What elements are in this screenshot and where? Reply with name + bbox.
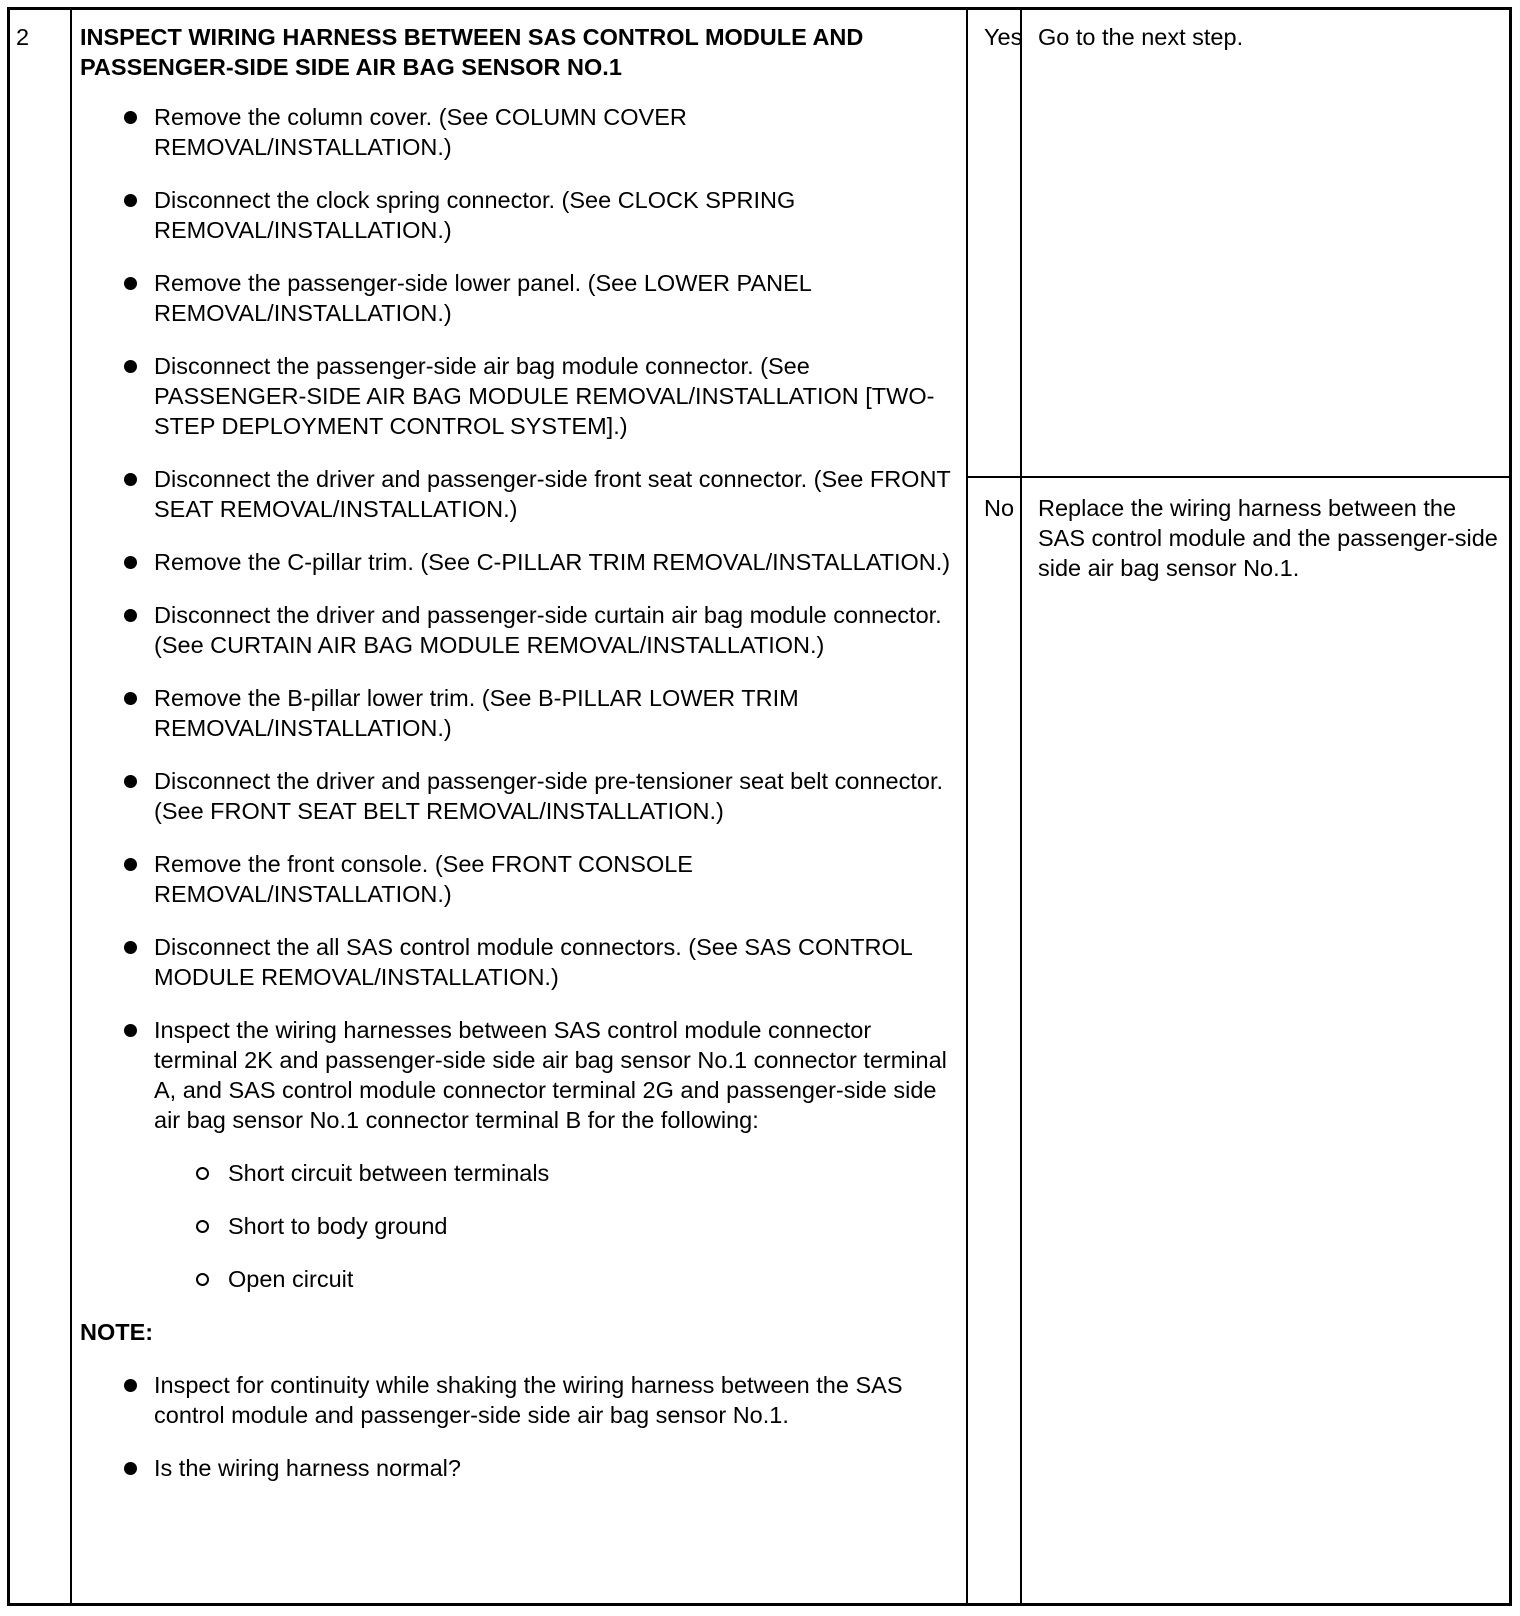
procedure-list <box>80 102 960 1294</box>
bullet-icon <box>124 692 137 705</box>
procedure-item: Disconnect the all SAS control module connectors. (See SAS CONTROL MODULE REMOVAL/INSTALLATION.) <box>80 932 960 992</box>
column-divider <box>70 10 72 1603</box>
procedure-item: Disconnect the clock spring connector. (See CLOCK SPRING REMOVAL/INSTALLATION.) <box>80 185 960 245</box>
bullet-icon <box>124 775 137 788</box>
procedure-item: Disconnect the passenger-side air bag module connector. (See PASSENGER-SIDE AIR BAG MODULE REMOVAL/INSTALLATION [TWO-STEP DEPLOYMENT CONTROL SYSTEM].) <box>80 351 960 441</box>
yes-action: Go to the next step. <box>1038 24 1244 50</box>
procedure-item: Disconnect the driver and passenger-side curtain air bag module connector. (See CURTAIN AIR BAG MODULE REMOVAL/INSTALLATION.) <box>80 600 960 660</box>
bullet-icon <box>124 556 137 569</box>
inspection-conditions <box>154 1158 960 1294</box>
procedure-item: Remove the B-pillar lower trim. (See B-PILLAR LOWER TRIM REMOVAL/INSTALLATION.) <box>80 683 960 743</box>
circle-bullet-icon <box>196 1273 209 1286</box>
bullet-icon <box>124 609 137 622</box>
note-item: Is the wiring harness normal? <box>80 1453 960 1483</box>
procedure-item: Remove the column cover. (See COLUMN COVER REMOVAL/INSTALLATION.) <box>80 102 960 162</box>
row-divider <box>966 476 1509 478</box>
procedure-item: Disconnect the driver and passenger-side front seat connector. (See FRONT SEAT REMOVAL/INSTALLATION.) <box>80 464 960 524</box>
bullet-icon <box>124 941 137 954</box>
step-procedure <box>80 22 960 1506</box>
note-label: NOTE: <box>80 1319 154 1345</box>
condition-item: Short circuit between terminals <box>154 1158 960 1188</box>
bullet-icon <box>124 858 137 871</box>
bullet-icon <box>124 1379 137 1392</box>
note-list <box>80 1370 960 1483</box>
yes-label: Yes <box>984 24 1023 50</box>
no-label: No <box>984 495 1015 521</box>
bullet-icon <box>124 277 137 290</box>
column-divider <box>966 10 968 1603</box>
bullet-icon <box>124 1462 137 1475</box>
procedure-item: Remove the front console. (See FRONT CONSOLE REMOVAL/INSTALLATION.) <box>80 849 960 909</box>
no-action: Replace the wiring harness between the SAS control module and the passenger-side side air bag sensor No.1. <box>1038 495 1498 581</box>
procedure-item: Disconnect the driver and passenger-side pre-tensioner seat belt connector. (See FRONT SEAT BELT REMOVAL/INSTALLATION.) <box>80 766 960 826</box>
bullet-icon <box>124 360 137 373</box>
bullet-icon <box>124 194 137 207</box>
procedure-item: Inspect the wiring harnesses between SAS control module connector terminal 2K and passenger-side side air bag sensor No.1 connector terminal A, and SAS control module connector terminal 2G and passenger-side side air bag sensor No.1 connector terminal B for the following: Short circuit between terminals Short to body ground Open circuit <box>80 1015 960 1294</box>
circle-bullet-icon <box>196 1167 209 1180</box>
procedure-item: Remove the passenger-side lower panel. (See LOWER PANEL REMOVAL/INSTALLATION.) <box>80 268 960 328</box>
bullet-icon <box>124 1024 137 1037</box>
condition-item: Short to body ground <box>154 1211 960 1241</box>
note-item: Inspect for continuity while shaking the wiring harness between the SAS control module and passenger-side side air bag sensor No.1. <box>80 1370 960 1430</box>
bullet-icon <box>124 111 137 124</box>
column-divider <box>1020 10 1022 1603</box>
inspection-step-table <box>7 7 1512 1606</box>
bullet-icon <box>124 473 137 486</box>
condition-item: Open circuit <box>154 1264 960 1294</box>
step-number: 2 <box>16 24 30 50</box>
circle-bullet-icon <box>196 1220 209 1233</box>
procedure-item: Remove the C-pillar trim. (See C-PILLAR TRIM REMOVAL/INSTALLATION.) <box>80 547 960 577</box>
step-title: INSPECT WIRING HARNESS BETWEEN SAS CONTROL MODULE AND PASSENGER-SIDE SIDE AIR BAG SENSOR NO.1 <box>80 24 864 80</box>
